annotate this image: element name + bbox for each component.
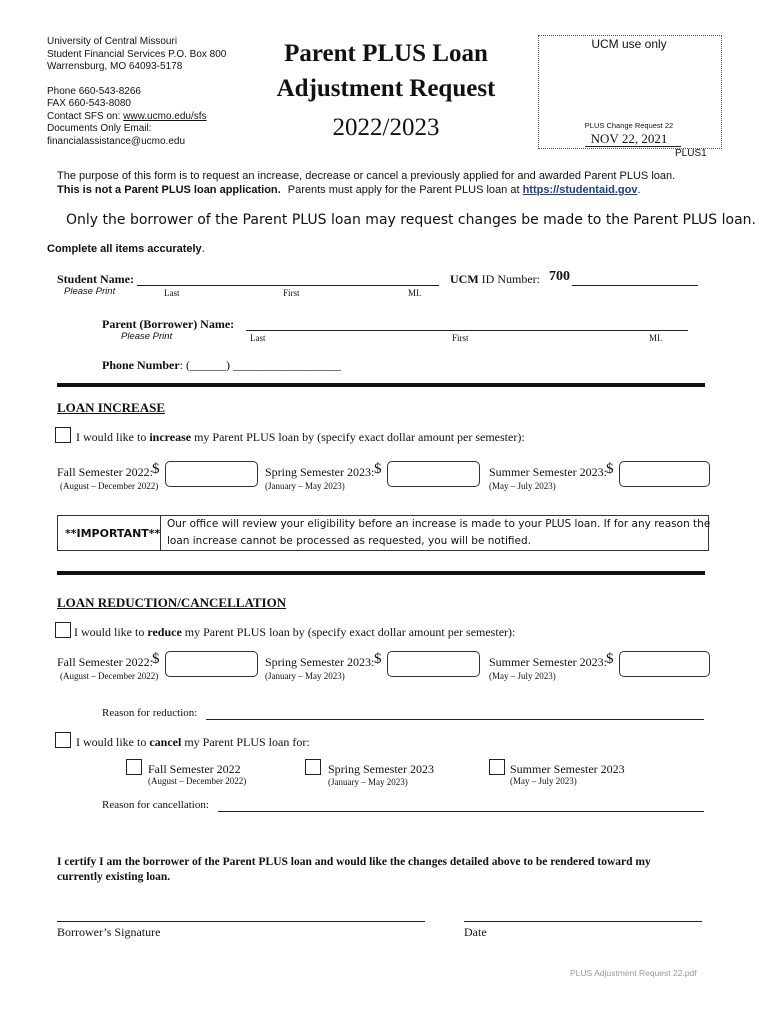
important-text-1: Our office will review your eligibility before an increase is made to your PLUS loan. If for any reason the [167,518,711,530]
org-fax: FAX 660-543-8080 [47,98,131,109]
reduce-fall-label: Fall Semester 2022: [57,655,153,669]
cancel-spring-checkbox[interactable] [305,759,321,775]
ucm-id-field[interactable] [572,285,698,286]
cancel-spring-range: (January – May 2023) [328,777,408,787]
parent-name-field[interactable] [246,330,688,331]
date-field[interactable] [464,921,702,922]
form-title [270,36,502,106]
reason-reduction-field[interactable] [206,719,704,720]
section-divider-1 [57,383,705,387]
sfs-website-link[interactable]: www.ucmo.edu/sfs [123,110,207,122]
reduce-spring-range: (January – May 2023) [265,671,345,681]
increase-spring-label: Spring Semester 2023: [265,465,375,479]
student-name-field[interactable] [137,285,439,286]
reason-reduction-label: Reason for reduction: [102,707,198,719]
award-year: 2022/2023 [332,114,440,141]
reason-cancel-label: Reason for cancellation: [102,799,209,811]
cancel-spring-label: Spring Semester 2023 [328,762,434,776]
student-first-hint: First [283,288,300,298]
reduce-spring-amount[interactable] [387,651,480,677]
increase-checkbox[interactable] [55,427,71,443]
cancel-summer-checkbox[interactable] [489,759,505,775]
student-last-hint: Last [164,288,180,298]
reduce-fall-range: (August – December 2022) [60,671,159,681]
certify-line-1: I certify I am the borrower of the Parent PLUS loan and would like the changes detailed above to be rendered toward my [57,856,651,868]
increase-summer-dollar: $ [606,461,614,477]
ucm-id-prefix: 700 [549,269,570,284]
increase-fall-dollar: $ [152,461,160,477]
increase-fall-amount[interactable] [165,461,258,487]
docs-email[interactable]: financialassistance@ucmo.edu [47,135,186,147]
org-contact: Contact SFS on: www.ucmo.edu/sfs [47,110,207,122]
signature-field[interactable] [57,921,425,922]
reduce-summer-label: Summer Semester 2023: [489,655,607,669]
parent-please-print-hint: Please Print [121,331,173,342]
ucm-id-label: UCM ID Number: [450,272,540,286]
reduce-summer-amount[interactable] [619,651,710,677]
section-divider-2 [57,571,705,575]
parent-mi-hint: MI. [649,333,663,343]
increase-spring-amount[interactable] [387,461,480,487]
parent-name-label: Parent (Borrower) Name: [102,317,235,331]
org-po-box: Student Financial Services P.O. Box 800 [47,48,227,60]
reduce-spring-label: Spring Semester 2023: [265,655,375,669]
date-label: Date [464,925,487,939]
change-request-label: PLUS Change Request 22 [584,121,674,130]
cancel-fall-checkbox[interactable] [126,759,142,775]
increase-fall-range: (August – December 2022) [60,481,159,491]
student-name-label: Student Name: [57,272,134,286]
increase-summer-label: Summer Semester 2023: [489,465,607,479]
apply-note: This is not a Parent PLUS loan application. Parents must apply for the Parent PLUS loan at https://studentaid.gov. [57,184,641,196]
increase-fall-label: Fall Semester 2022: [57,465,153,479]
cancel-summer-label: Summer Semester 2023 [510,762,625,776]
reduce-spring-dollar: $ [374,651,382,667]
reduce-summer-dollar: $ [606,651,614,667]
important-label: **IMPORTANT** [65,527,161,540]
parent-first-hint: First [452,333,469,343]
increase-statement: I would like to increase my Parent PLUS loan by (specify exact dollar amount per semester): [76,430,525,444]
increase-summer-range: (May – July 2023) [489,481,556,491]
reduce-checkbox[interactable] [55,622,71,638]
cancel-checkbox[interactable] [55,732,71,748]
complete-instruction: Complete all items accurately. [47,243,205,255]
cancel-summer-range: (May – July 2023) [510,776,577,786]
change-request-date: NOV 22, 2021 [590,131,668,146]
phone-number-field[interactable]: : (______) __________________ [179,358,341,372]
ucm-use-label: UCM use only [591,37,667,51]
org-phone: Phone 660-543-8266 [47,85,141,97]
cancel-statement: I would like to cancel my Parent PLUS loan for: [76,735,310,749]
reduce-summer-range: (May – July 2023) [489,671,556,681]
cancel-fall-range: (August – December 2022) [148,776,247,786]
borrower-only-note: Only the borrower of the Parent PLUS loan may request changes be made to the Parent PLUS loan. [66,212,756,228]
cancel-fall-label: Fall Semester 2022 [148,762,241,776]
date-underline [585,146,681,147]
parent-last-hint: Last [250,333,266,343]
org-city: Warrensburg, MO 64093-5178 [47,61,183,72]
reason-cancel-field[interactable] [218,811,704,812]
footer-filename: PLUS Adjustment Request 22.pdf [570,968,697,978]
phone-number-label: Phone Number: (______) __________________ [102,358,341,372]
loan-reduction-heading: LOAN REDUCTION/CANCELLATION [57,595,287,610]
please-print-hint: Please Print [64,286,116,297]
org-name: University of Central Missouri [47,36,178,47]
certify-line-2: currently existing loan. [57,871,171,883]
not-application-text: This is not a Parent PLUS loan application. [57,184,281,196]
reduce-fall-dollar: $ [152,651,160,667]
docs-email-label: Documents Only Email: [47,123,152,134]
reduce-fall-amount[interactable] [165,651,258,677]
student-mi-hint: MI. [408,288,422,298]
studentaid-link[interactable]: https://studentaid.gov [522,184,638,196]
title-line-2: Adjustment Request [276,75,496,102]
increase-summer-amount[interactable] [619,461,710,487]
signature-label: Borrower’s Signature [57,925,161,939]
form-code: PLUS1 [675,148,707,159]
loan-increase-heading: LOAN INCREASE [57,400,165,415]
increase-spring-dollar: $ [374,461,382,477]
title-line-1: Parent PLUS Loan [284,40,488,67]
org-address [47,36,226,148]
purpose-text: The purpose of this form is to request an increase, decrease or cancel a previously applied for and awarded Parent PLUS loan. [57,170,676,182]
reduce-statement: I would like to reduce my Parent PLUS loan by (specify exact dollar amount per semester): [74,625,516,639]
important-text-2: loan increase cannot be processed as requested, you will be notified. [167,535,531,547]
increase-spring-range: (January – May 2023) [265,481,345,491]
